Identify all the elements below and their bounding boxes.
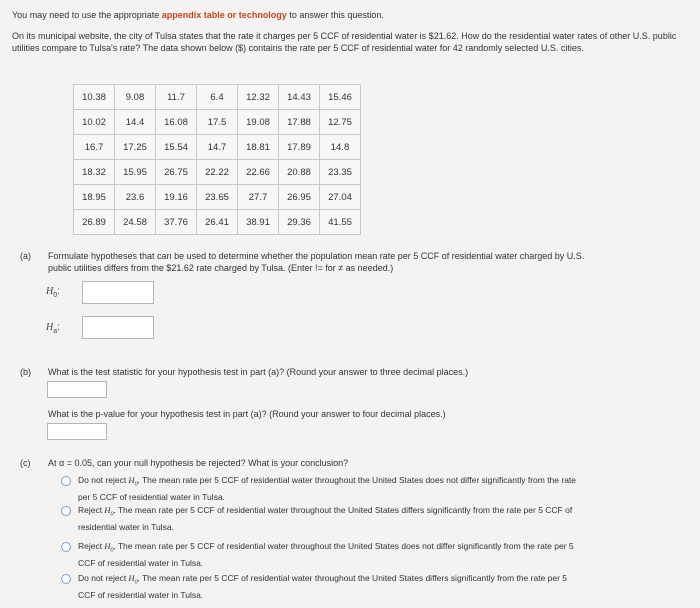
table-cell: 38.91 xyxy=(238,210,279,235)
h0-input[interactable] xyxy=(82,281,154,304)
instruction-prefix: You may need to use the appropriate xyxy=(12,10,160,20)
table-cell: 20.88 xyxy=(279,160,320,185)
conclusion-action: Do not reject xyxy=(78,573,127,583)
table-cell: 26.89 xyxy=(74,210,115,235)
table-row xyxy=(74,185,361,210)
conclusion-option-text[interactable] xyxy=(78,572,688,602)
table-row xyxy=(74,85,361,110)
table-cell: 17.5 xyxy=(197,110,238,135)
conclusion-line1: The mean rate per 5 CCF of residential water throughout the United States differs significantly from the rate per 5 CCF of xyxy=(117,505,573,515)
conclusion-option-text[interactable] xyxy=(78,504,688,534)
table-cell: 37.76 xyxy=(156,210,197,235)
conclusion-action: Do not reject xyxy=(78,475,127,485)
table-cell: 26.75 xyxy=(156,160,197,185)
table-cell: 18.32 xyxy=(74,160,115,185)
conclusion-action: Reject xyxy=(78,505,103,515)
table-cell: 14.43 xyxy=(279,85,320,110)
test-statistic-question: What is the test statistic for your hypothesis test in part (a)? (Round your answer to three decimal places.) xyxy=(48,367,469,377)
null-hypothesis-symbol: $H_0$. xyxy=(102,505,118,518)
table-cell: 12.32 xyxy=(238,85,279,110)
table-cell: 15.54 xyxy=(156,135,197,160)
part-a-line1: Formulate hypotheses that can be used to determine whether the population mean rate per 5 CCF of residential water charged by U.S. xyxy=(48,251,585,261)
p-value-question: What is the p-value for your hypothesis test in part (a)? (Round your answer to four decimal places.) xyxy=(48,409,446,419)
part-a-question xyxy=(48,250,688,274)
conclusion-option-text[interactable] xyxy=(78,540,688,570)
table-cell: 17.89 xyxy=(279,135,320,160)
problem-statement: On its municipal website, the city of Tulsa states that the rate it charges per 5 CCF of residential water is $21.62. How do the residential water rates of other U.S. public utilities compare to Tulsa's rate? The data shown below ($) contains the rate per 5 CCF of residential water for 42 randomly selected U.S. cities. xyxy=(12,31,677,53)
data-table xyxy=(73,84,361,235)
table-cell: 10.02 xyxy=(74,110,115,135)
table-cell: 24.58 xyxy=(115,210,156,235)
table-cell: 22.22 xyxy=(197,160,238,185)
table-row xyxy=(74,135,361,160)
conclusion-radio[interactable] xyxy=(61,574,71,584)
table-cell: 14.8 xyxy=(320,135,361,160)
test-statistic-input[interactable] xyxy=(47,381,107,398)
table-cell: 10.38 xyxy=(74,85,115,110)
table-cell: 17.25 xyxy=(115,135,156,160)
conclusion-line1: The mean rate per 5 CCF of residential water throughout the United States does not differ significantly from the rate xyxy=(141,475,577,485)
ha-input[interactable] xyxy=(82,316,154,339)
table-cell: 29.36 xyxy=(279,210,320,235)
p-value-input[interactable] xyxy=(47,423,107,440)
part-c-question: At α = 0.05, can your null hypothesis be rejected? What is your conclusion? xyxy=(48,458,349,468)
conclusion-line2: CCF of residential water in Tulsa. xyxy=(78,557,204,568)
conclusion-line2: CCF of residential water in Tulsa. xyxy=(78,589,204,600)
table-row xyxy=(74,210,361,235)
conclusion-line2: residential water in Tulsa. xyxy=(78,521,174,532)
table-cell: 15.46 xyxy=(320,85,361,110)
table-row xyxy=(74,160,361,185)
table-cell: 19.16 xyxy=(156,185,197,210)
table-cell: 26.95 xyxy=(279,185,320,210)
part-a-label: (a) xyxy=(20,251,31,261)
table-cell: 27.7 xyxy=(238,185,279,210)
table-cell: 16.08 xyxy=(156,110,197,135)
part-a-line2: public utilities differs from the $21.62 rate charged by Tulsa. (Enter != for ≠ as needed.) xyxy=(48,263,394,273)
table-cell: 27.04 xyxy=(320,185,361,210)
ha-label: $H_a$: xyxy=(46,322,60,335)
table-cell: 12.75 xyxy=(320,110,361,135)
table-cell: 18.81 xyxy=(238,135,279,160)
conclusion-line1: The mean rate per 5 CCF of residential water throughout the United States does not differ significantly from the rate per 5 xyxy=(117,541,574,551)
null-hypothesis-symbol: $H_0$. xyxy=(126,573,142,586)
table-cell: 41.55 xyxy=(320,210,361,235)
null-hypothesis-symbol: $H_0$. xyxy=(126,475,142,488)
conclusion-radio[interactable] xyxy=(61,476,71,486)
table-cell: 17.88 xyxy=(279,110,320,135)
table-cell: 23.65 xyxy=(197,185,238,210)
conclusion-radio[interactable] xyxy=(61,542,71,552)
instruction-suffix: to answer this question. xyxy=(289,10,384,20)
conclusion-line2: per 5 CCF of residential water in Tulsa. xyxy=(78,491,225,502)
conclusion-radio[interactable] xyxy=(61,506,71,516)
table-cell: 23.6 xyxy=(115,185,156,210)
table-cell: 16.7 xyxy=(74,135,115,160)
table-cell: 18.95 xyxy=(74,185,115,210)
null-hypothesis-symbol: $H_0$. xyxy=(102,541,118,554)
conclusion-line1: The mean rate per 5 CCF of residential water throughout the United States differs significantly from the rate per 5 xyxy=(141,573,568,583)
conclusion-action: Reject xyxy=(78,541,103,551)
instruction-line xyxy=(12,10,384,20)
appendix-link[interactable]: appendix table or technology xyxy=(161,10,287,20)
table-cell: 14.4 xyxy=(115,110,156,135)
part-c-label: (c) xyxy=(20,458,31,468)
conclusion-option-text[interactable] xyxy=(78,474,688,504)
table-cell: 14.7 xyxy=(197,135,238,160)
h0-label: $H_0$: xyxy=(46,286,60,299)
table-cell: 6.4 xyxy=(197,85,238,110)
table-cell: 23.35 xyxy=(320,160,361,185)
table-cell: 15.95 xyxy=(115,160,156,185)
table-cell: 11.7 xyxy=(156,85,197,110)
table-cell: 22.66 xyxy=(238,160,279,185)
part-b-label: (b) xyxy=(20,367,31,377)
table-row xyxy=(74,110,361,135)
table-cell: 9.08 xyxy=(115,85,156,110)
table-cell: 19.08 xyxy=(238,110,279,135)
table-cell: 26.41 xyxy=(197,210,238,235)
